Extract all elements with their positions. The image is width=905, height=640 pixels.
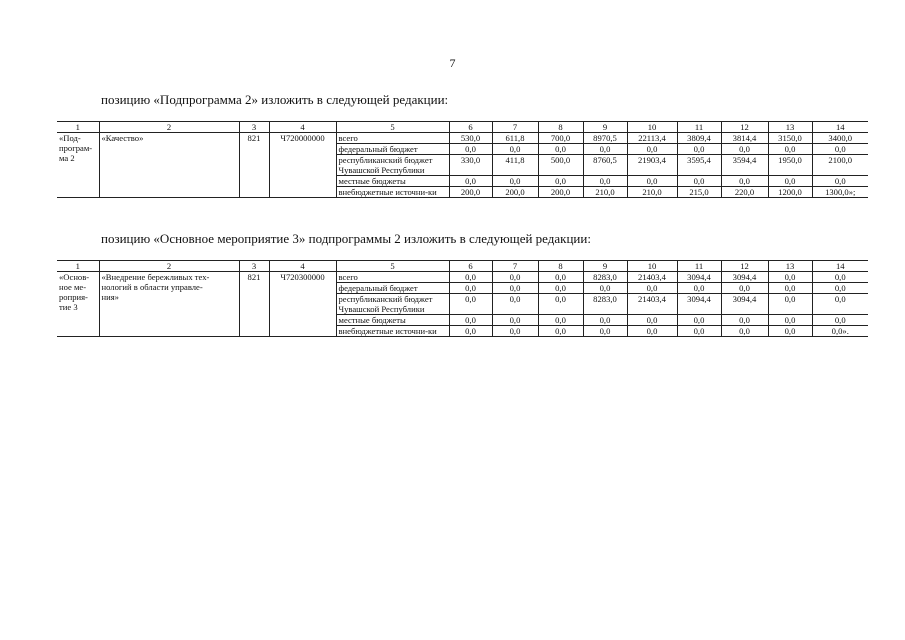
value-cell: 200,0	[449, 187, 492, 198]
column-header: 4	[269, 122, 336, 133]
section-heading-subprogram-2: позицию «Подпрограмма 2» изложить в следующей редакции:	[101, 92, 449, 107]
value-cell: 0,0	[768, 283, 812, 294]
column-header: 2	[99, 122, 239, 133]
program-name-cell	[99, 272, 239, 337]
source-cell: внебюджетные источни-ки	[336, 326, 449, 337]
value-cell: 0,0	[538, 326, 583, 337]
value-cell: 3594,4	[721, 155, 768, 176]
value-cell: 0,0	[677, 326, 721, 337]
value-cell: 0,0	[538, 294, 583, 315]
value-cell: 0,0	[492, 272, 538, 283]
column-header: 9	[583, 261, 627, 272]
value-cell: 0,0	[583, 315, 627, 326]
section-heading-main-activity-3: позицию «Основное мероприятие 3» подпрограммы 2 изложить в следующей редакции:	[101, 231, 591, 246]
value-cell: 3094,4	[677, 272, 721, 283]
budget-code-cell: Ч720300000	[269, 272, 336, 337]
value-cell: 8283,0	[583, 294, 627, 315]
status-cell	[57, 133, 99, 198]
column-header: 14	[812, 261, 868, 272]
value-cell: 3400,0	[812, 133, 868, 144]
value-cell: 0,0	[538, 283, 583, 294]
value-cell: 0,0	[583, 326, 627, 337]
value-cell: 0,0	[449, 315, 492, 326]
column-header: 1	[57, 122, 99, 133]
value-cell: 0,0	[768, 326, 812, 337]
value-cell: 0,0	[538, 144, 583, 155]
value-cell: 0,0	[721, 283, 768, 294]
value-cell: 0,0	[812, 283, 868, 294]
column-header: 3	[239, 122, 269, 133]
column-header: 5	[336, 122, 449, 133]
table-header-row	[57, 122, 868, 133]
value-cell: 0,0	[677, 144, 721, 155]
table-header-row	[57, 261, 868, 272]
status-line: «Под-	[59, 133, 81, 143]
value-cell: 330,0	[449, 155, 492, 176]
value-cell: 3809,4	[677, 133, 721, 144]
column-header: 13	[768, 122, 812, 133]
column-header: 10	[627, 261, 677, 272]
status-line: «Основ-	[59, 272, 90, 282]
value-cell: 220,0	[721, 187, 768, 198]
value-cell: 0,0	[627, 326, 677, 337]
value-cell: 3150,0	[768, 133, 812, 144]
value-cell: 8283,0	[583, 272, 627, 283]
column-header: 8	[538, 122, 583, 133]
program-name-cell: «Качество»	[99, 133, 239, 198]
source-cell: республиканский бюджет Чувашской Республики	[336, 294, 449, 315]
column-header: 6	[449, 261, 492, 272]
column-header: 1	[57, 261, 99, 272]
value-cell: 3094,4	[677, 294, 721, 315]
value-cell: 0,0	[538, 315, 583, 326]
value-cell: 0,0	[768, 272, 812, 283]
value-cell: 0,0	[721, 144, 768, 155]
value-cell: 700,0	[538, 133, 583, 144]
value-cell: 0,0	[492, 315, 538, 326]
value-cell: 215,0	[677, 187, 721, 198]
source-cell: федеральный бюджет	[336, 144, 449, 155]
value-cell: 0,0	[538, 176, 583, 187]
value-cell: 0,0	[449, 283, 492, 294]
value-cell: 0,0	[812, 176, 868, 187]
value-cell: 3094,4	[721, 294, 768, 315]
status-cell	[57, 272, 99, 337]
value-cell: 0,0	[627, 144, 677, 155]
responsible-code-cell: 821	[239, 133, 269, 198]
value-cell: 21403,4	[627, 272, 677, 283]
value-cell: 0,0	[768, 294, 812, 315]
page-number: 7	[449, 56, 456, 70]
value-cell: 530,0	[449, 133, 492, 144]
source-cell: местные бюджеты	[336, 315, 449, 326]
value-cell: 0,0	[449, 294, 492, 315]
column-header: 2	[99, 261, 239, 272]
column-header: 3	[239, 261, 269, 272]
name-line: «Внедрение бережливых тех-	[101, 272, 210, 282]
table-row	[57, 272, 868, 283]
value-cell: 200,0	[492, 187, 538, 198]
source-cell: федеральный бюджет	[336, 283, 449, 294]
value-cell: 0,0	[627, 283, 677, 294]
value-cell: 0,0	[449, 144, 492, 155]
value-cell: 0,0».	[812, 326, 868, 337]
column-header: 8	[538, 261, 583, 272]
value-cell: 21903,4	[627, 155, 677, 176]
value-cell: 0,0	[583, 144, 627, 155]
column-header: 10	[627, 122, 677, 133]
value-cell: 3595,4	[677, 155, 721, 176]
value-cell: 0,0	[492, 294, 538, 315]
column-header: 9	[583, 122, 627, 133]
value-cell: 3814,4	[721, 133, 768, 144]
value-cell: 21403,4	[627, 294, 677, 315]
budget-code-cell: Ч720000000	[269, 133, 336, 198]
column-header: 11	[677, 261, 721, 272]
column-header: 7	[492, 261, 538, 272]
column-header: 13	[768, 261, 812, 272]
value-cell: 500,0	[538, 155, 583, 176]
table-main-activity-3	[57, 260, 868, 337]
value-cell: 0,0	[492, 283, 538, 294]
column-header: 6	[449, 122, 492, 133]
status-line: ма 2	[59, 153, 75, 163]
value-cell: 611,8	[492, 133, 538, 144]
value-cell: 0,0	[677, 176, 721, 187]
status-line: ное ме-	[59, 282, 87, 292]
value-cell: 3094,4	[721, 272, 768, 283]
value-cell: 0,0	[583, 283, 627, 294]
value-cell: 0,0	[449, 272, 492, 283]
source-cell: республиканский бюджет Чувашской Республики	[336, 155, 449, 176]
value-cell: 0,0	[812, 294, 868, 315]
value-cell: 0,0	[812, 272, 868, 283]
value-cell: 0,0	[492, 176, 538, 187]
table-row	[57, 133, 868, 144]
source-cell: внебюджетные источни-ки	[336, 187, 449, 198]
source-cell: всего	[336, 133, 449, 144]
column-header: 4	[269, 261, 336, 272]
value-cell: 0,0	[812, 144, 868, 155]
column-header: 7	[492, 122, 538, 133]
value-cell: 0,0	[583, 176, 627, 187]
column-header: 14	[812, 122, 868, 133]
value-cell: 0,0	[449, 326, 492, 337]
value-cell: 0,0	[768, 315, 812, 326]
value-cell: 200,0	[538, 187, 583, 198]
value-cell: 0,0	[768, 176, 812, 187]
value-cell: 0,0	[627, 315, 677, 326]
value-cell: 0,0	[492, 326, 538, 337]
value-cell: 0,0	[812, 315, 868, 326]
value-cell: 0,0	[721, 326, 768, 337]
value-cell: 1200,0	[768, 187, 812, 198]
column-header: 12	[721, 261, 768, 272]
table-subprogram-2	[57, 121, 868, 198]
value-cell: 210,0	[583, 187, 627, 198]
status-line: тие 3	[59, 302, 78, 312]
value-cell: 411,8	[492, 155, 538, 176]
column-header: 11	[677, 122, 721, 133]
name-line: нологий в области управле-	[101, 282, 203, 292]
value-cell: 22113,4	[627, 133, 677, 144]
value-cell: 1950,0	[768, 155, 812, 176]
value-cell: 0,0	[449, 176, 492, 187]
value-cell: 0,0	[627, 176, 677, 187]
value-cell: 0,0	[677, 315, 721, 326]
status-line: програм-	[59, 143, 93, 153]
value-cell: 0,0	[721, 315, 768, 326]
value-cell: 2100,0	[812, 155, 868, 176]
value-cell: 8760,5	[583, 155, 627, 176]
source-cell: всего	[336, 272, 449, 283]
value-cell: 0,0	[768, 144, 812, 155]
value-cell: 0,0	[538, 272, 583, 283]
value-cell: 0,0	[492, 144, 538, 155]
column-header: 5	[336, 261, 449, 272]
status-line: роприя-	[59, 292, 88, 302]
name-line: ния»	[101, 292, 119, 302]
column-header: 12	[721, 122, 768, 133]
value-cell: 0,0	[721, 176, 768, 187]
value-cell: 210,0	[627, 187, 677, 198]
source-cell: местные бюджеты	[336, 176, 449, 187]
responsible-code-cell: 821	[239, 272, 269, 337]
value-cell: 0,0	[677, 283, 721, 294]
value-cell: 8970,5	[583, 133, 627, 144]
value-cell: 1300,0»;	[812, 187, 868, 198]
